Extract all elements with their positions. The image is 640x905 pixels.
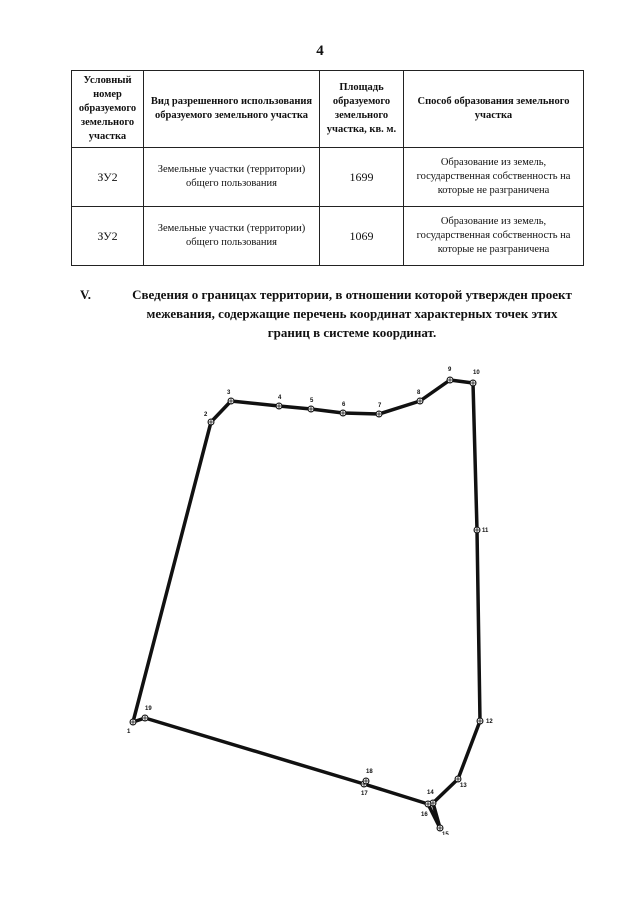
cell-parcel-id: ЗУ2: [72, 207, 144, 266]
boundary-point-label: 11: [482, 528, 489, 534]
boundary-point-label: 4: [278, 395, 282, 401]
cell-formation-method: Образование из земель, государственная собственность на которые не разграничена: [404, 207, 584, 266]
boundary-point-label: 2: [204, 412, 208, 418]
cell-parcel-id: ЗУ2: [72, 148, 144, 207]
boundary-point-label: 1: [127, 729, 131, 735]
table-header-row: [72, 71, 584, 148]
boundary-point-label: 14: [427, 790, 434, 796]
boundary-point-label: 19: [145, 706, 152, 712]
section-heading: [80, 285, 580, 342]
boundary-point-label: 7: [378, 403, 382, 409]
cell-permitted-use: Земельные участки (территории) общего пользования: [144, 207, 320, 266]
header-permitted-use: Вид разрешенного использования образуемого земельного участка: [144, 71, 320, 148]
boundary-point-label: 3: [227, 390, 231, 396]
boundary-point-label: 17: [361, 791, 368, 797]
table-row: [72, 148, 584, 207]
table-row: [72, 207, 584, 266]
page-number: 4: [316, 43, 324, 59]
cell-area: 1699: [320, 148, 404, 207]
cell-formation-method: Образование из земель, государственная собственность на которые не разграничена: [404, 148, 584, 207]
header-area: Площадь образуемого земельного участка, кв. м.: [320, 71, 404, 148]
boundary-point-label: 15: [442, 832, 449, 835]
boundary-point-label: 16: [421, 812, 428, 818]
header-formation-method: Способ образования земельного участка: [404, 71, 584, 148]
boundary-point-label: 10: [473, 370, 480, 376]
header-parcel-id: Условный номер образуемого земельного участка: [72, 71, 144, 148]
boundary-point-label: 5: [310, 398, 314, 404]
boundary-polygon: [133, 380, 480, 828]
boundary-point-label: 9: [448, 367, 452, 373]
cell-permitted-use: Земельные участки (территории) общего пользования: [144, 148, 320, 207]
boundary-point-label: 6: [342, 402, 346, 408]
section-title: Сведения о границах территории, в отношении которой утвержден проект межевания, содержащие перечень координат характерных точек этих границ в системе координат.: [132, 287, 572, 340]
parcels-table: [71, 70, 584, 266]
boundary-point-label: 13: [460, 783, 467, 789]
cell-area: 1069: [320, 207, 404, 266]
boundary-plan: [0, 355, 640, 835]
section-number: V.: [80, 287, 91, 302]
boundary-point-label: 8: [417, 390, 421, 396]
boundary-point-label: 12: [486, 719, 493, 725]
boundary-point-label: 18: [366, 769, 373, 775]
